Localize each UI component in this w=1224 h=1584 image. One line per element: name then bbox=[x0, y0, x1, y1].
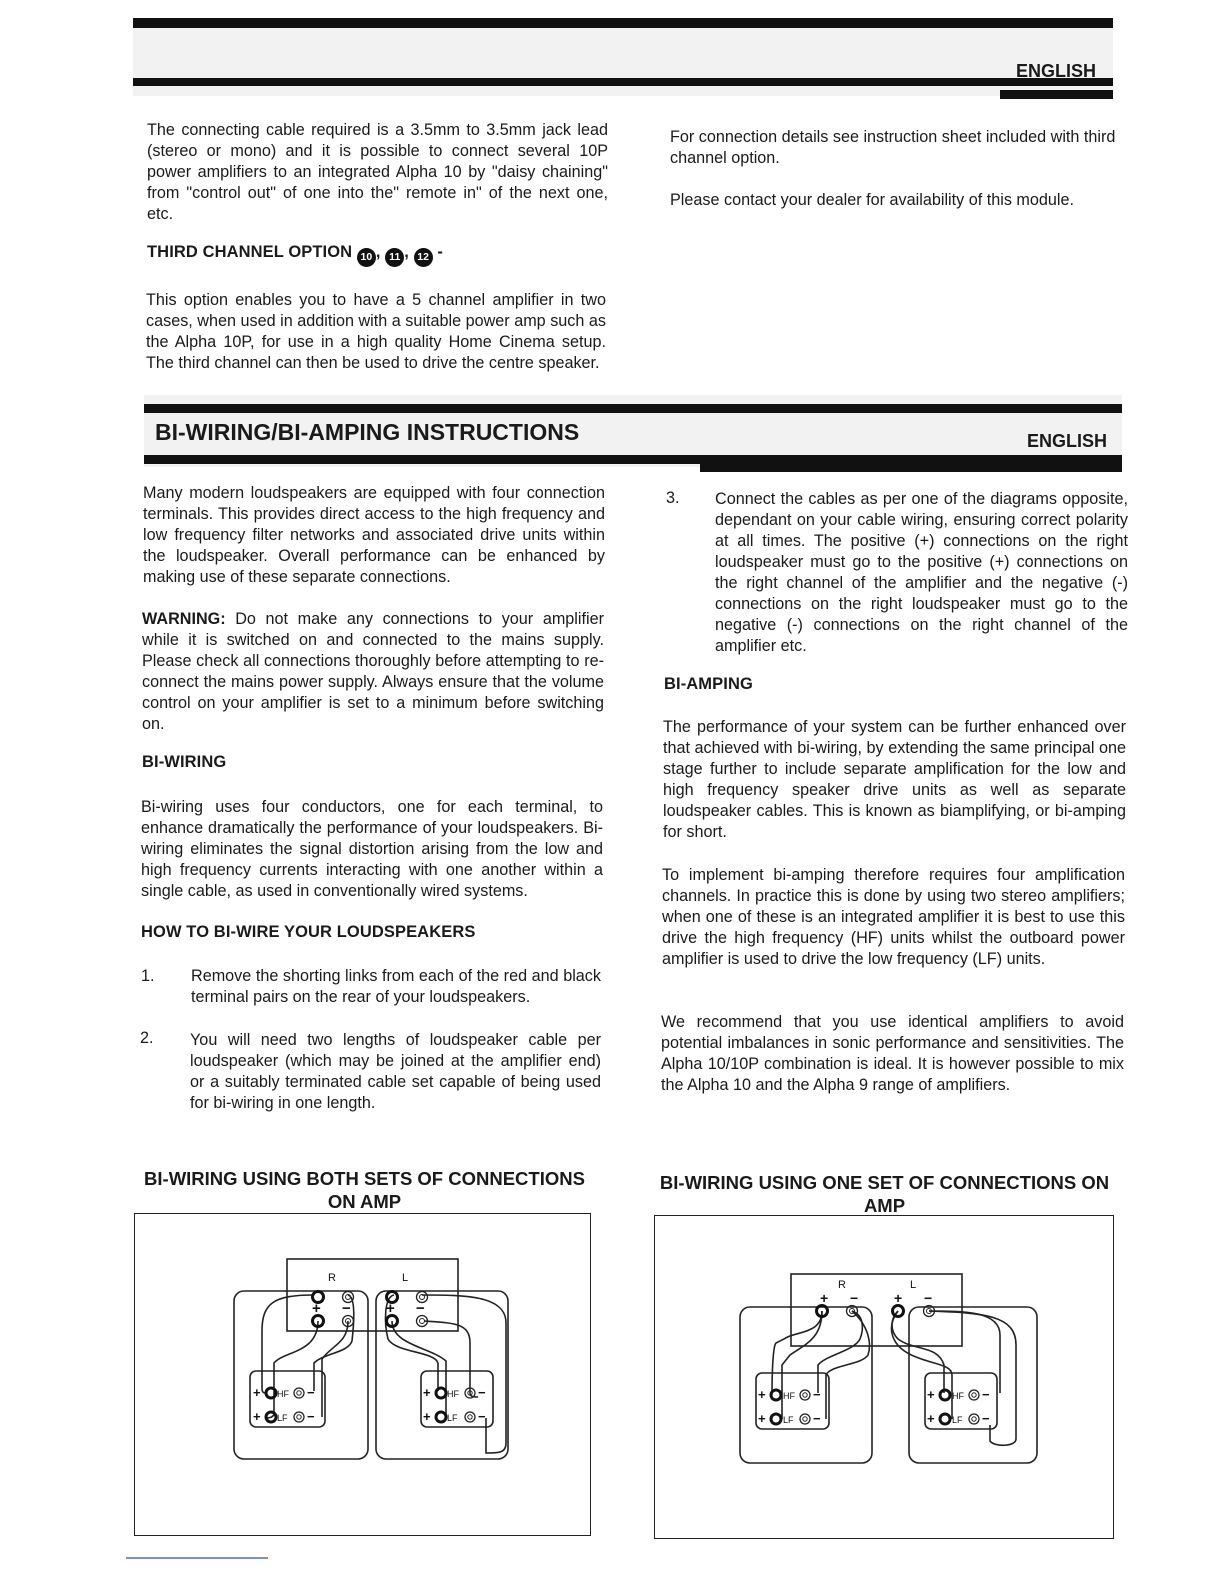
right-diag-hf-l: HF bbox=[952, 1391, 964, 1401]
top-rule-upper bbox=[133, 18, 1113, 28]
dealer-paragraph: Please contact your dealer for availability of this module. bbox=[670, 191, 1074, 209]
right-diag-minus-lf-l: − bbox=[982, 1411, 990, 1426]
section-rule-lower bbox=[144, 455, 1122, 464]
left-diag-plus-lf-r: + bbox=[253, 1409, 261, 1424]
warning-text: Do not make any connections to your amplifier while it is switched on and connected to the mains supply. Please check all connections thoroughly before attempting to re-connect the mains power supply. Always ensure that the volume control on your amplifier is set to a minimum before switching on. bbox=[142, 610, 604, 733]
left-diag-lf-l: LF bbox=[447, 1413, 458, 1423]
step-2-text: You will need two lengths of loudspeaker cable per loudspeaker (which may be joined at the amplifier end) or a suitably terminated cable set capable of being used for bi-wiring in one length. bbox=[190, 1031, 601, 1112]
right-diagram-title: BI-WIRING USING ONE SET OF CONNECTIONS ON AMP bbox=[659, 1172, 1110, 1216]
left-diag-minus-hf-l: − bbox=[478, 1385, 486, 1400]
warning-label: WARNING: bbox=[142, 610, 226, 628]
right-diag-minus-lf-r: − bbox=[813, 1411, 821, 1426]
section-rule-tail bbox=[700, 464, 1122, 472]
right-diag-minus-hf-r: − bbox=[813, 1387, 821, 1402]
right-diag-minus-l: − bbox=[924, 1290, 933, 1306]
third-channel-heading-text: THIRD CHANNEL OPTION bbox=[147, 243, 353, 261]
right-diag-plus-hf-l: + bbox=[927, 1387, 935, 1402]
howto-heading: HOW TO BI-WIRE YOUR LOUDSPEAKERS bbox=[141, 923, 476, 941]
right-diag-plus-l: + bbox=[894, 1290, 903, 1306]
left-diag-plus-lf-l: + bbox=[423, 1409, 431, 1424]
section-rule-upper bbox=[144, 404, 1122, 413]
left-diag-minus-l: − bbox=[416, 1300, 425, 1317]
badge-12: 12 bbox=[414, 248, 433, 267]
left-diag-minus-r: − bbox=[342, 1300, 351, 1317]
step-2-number: 2. bbox=[140, 1029, 154, 1047]
right-diag-label-l: L bbox=[910, 1279, 917, 1291]
left-diag-label-l: L bbox=[402, 1272, 409, 1284]
left-diag-hf-l: HF bbox=[447, 1389, 459, 1399]
right-speaker-terminals bbox=[771, 1390, 979, 1424]
intro-paragraph: Many modern loudspeakers are equipped with four connection terminals. This provides direct access to the high frequency and low frequency filter networks and associated drive units within the loudspeaker. Overall performance can be enhanced by making use of these separate connections. bbox=[143, 484, 605, 586]
section-title: BI-WIRING/BI-AMPING INSTRUCTIONS bbox=[155, 419, 580, 445]
left-diag-plus-l: + bbox=[386, 1300, 395, 1317]
right-diag-plus-r: + bbox=[820, 1290, 829, 1306]
biwiring-heading: BI-WIRING bbox=[142, 753, 227, 771]
left-diag-lf-r: LF bbox=[277, 1413, 288, 1423]
right-speaker-l-cabinet bbox=[909, 1307, 1037, 1463]
right-diag-hf-r: HF bbox=[783, 1391, 795, 1401]
right-diag-lf-l: LF bbox=[952, 1415, 963, 1425]
badge-10: 10 bbox=[357, 248, 376, 267]
left-diag-label-r: R bbox=[328, 1272, 336, 1284]
left-wiring-diagram bbox=[134, 1213, 591, 1536]
top-rule-lower bbox=[133, 78, 1113, 86]
warning-paragraph bbox=[142, 609, 604, 735]
third-channel-paragraph: This option enables you to have a 5 channel amplifier in two cases, when used in addition with a suitable power amp such as the Alpha 10P, for use in a high quality Home Cinema setup. The third channel can then be used to drive the centre speaker. bbox=[146, 291, 606, 372]
header-language-label: ENGLISH bbox=[1016, 61, 1097, 81]
biamping-paragraph-1: The performance of your system can be further enhanced over that achieved with bi-wiring, by extending the same principal one stage further to include separate amplification for the low and high frequency speaker drive units as well as separate loudspeaker cables. This is known as biamplifying, or bi-amping for short. bbox=[663, 718, 1126, 841]
right-diag-minus-hf-l: − bbox=[982, 1387, 990, 1402]
right-diag-plus-hf-r: + bbox=[758, 1387, 766, 1402]
third-channel-heading: THIRD CHANNEL OPTION 10 , 11 , 12 - bbox=[147, 243, 567, 267]
step-1-number: 1. bbox=[141, 967, 155, 985]
biamping-heading: BI-AMPING bbox=[664, 675, 753, 693]
biwiring-paragraph: Bi-wiring uses four conductors, one for each terminal, to enhance dramatically the performance of your loudspeakers. Bi-wiring eliminates the signal distortion arising from the low and high frequency currents interacting with one another within a single cable, as used in conventionally wired systems. bbox=[141, 798, 603, 900]
left-diag-plus-hf-r: + bbox=[253, 1385, 261, 1400]
left-diag-minus-lf-l: − bbox=[478, 1409, 486, 1424]
left-diagram-title: BI-WIRING USING BOTH SETS OF CONNECTIONS ON AMP bbox=[144, 1168, 585, 1212]
step-3-number: 3. bbox=[666, 489, 680, 507]
left-diag-minus-lf-r: − bbox=[307, 1409, 315, 1424]
biamping-paragraph-3: We recommend that you use identical amplifiers to avoid potential imbalances in sonic performance and sensitivities. The Alpha 10/10P combination is ideal. It is however possible to mix the Alpha 10 and the Alpha 9 range of amplifiers. bbox=[661, 1013, 1124, 1094]
section-language-label: ENGLISH bbox=[1027, 431, 1108, 451]
right-wiring-diagram bbox=[654, 1215, 1114, 1539]
right-diag-label-r: R bbox=[838, 1279, 846, 1291]
step-1-text: Remove the shorting links from each of the red and black terminal pairs on the rear of your loudspeakers. bbox=[191, 967, 601, 1006]
left-diag-plus-r: + bbox=[312, 1300, 321, 1317]
right-diag-lf-r: LF bbox=[783, 1415, 794, 1425]
connection-details-paragraph: For connection details see instruction sheet included with third channel option. bbox=[670, 128, 1116, 167]
top-rule-under-english bbox=[1000, 90, 1113, 99]
step-3-text: Connect the cables as per one of the diagrams opposite, dependant on your cable wiring, ensuring correct polarity at all times. The positive (+) connections on the right loudspeaker must go to the positive (+) connections on the right channel of the amplifier and the negative (-) connections on the right loudspeaker must go to the negative (-) connections on the right channel of the amplifier etc. bbox=[715, 490, 1128, 655]
badge-11: 11 bbox=[385, 248, 404, 267]
biamping-paragraph-2: To implement bi-amping therefore requires four amplification channels. In practice this is done by using two stereo amplifiers; when one of these is an integrated amplifier it is best to use this drive the high frequency (HF) units whilst the outboard power amplifier is used to drive the low frequency (LF) units. bbox=[662, 866, 1125, 968]
left-amp-terminals bbox=[313, 1292, 428, 1327]
footer-mark bbox=[126, 1557, 268, 1559]
left-diag-hf-r: HF bbox=[277, 1389, 289, 1399]
right-diag-plus-lf-l: + bbox=[927, 1411, 935, 1426]
left-diag-plus-hf-l: + bbox=[423, 1385, 431, 1400]
cable-paragraph: The connecting cable required is a 3.5mm to 3.5mm jack lead (stereo or mono) and it is possible to connect several 10P power amplifiers to an integrated Alpha 10 by "daisy chaining" from "control out" of one into the" remote in" of the next one, etc. bbox=[147, 121, 608, 223]
right-diag-plus-lf-r: + bbox=[758, 1411, 766, 1426]
left-diag-minus-hf-r: − bbox=[307, 1385, 315, 1400]
left-speaker-terminals bbox=[266, 1388, 475, 1422]
right-diag-minus-r: − bbox=[850, 1290, 859, 1306]
